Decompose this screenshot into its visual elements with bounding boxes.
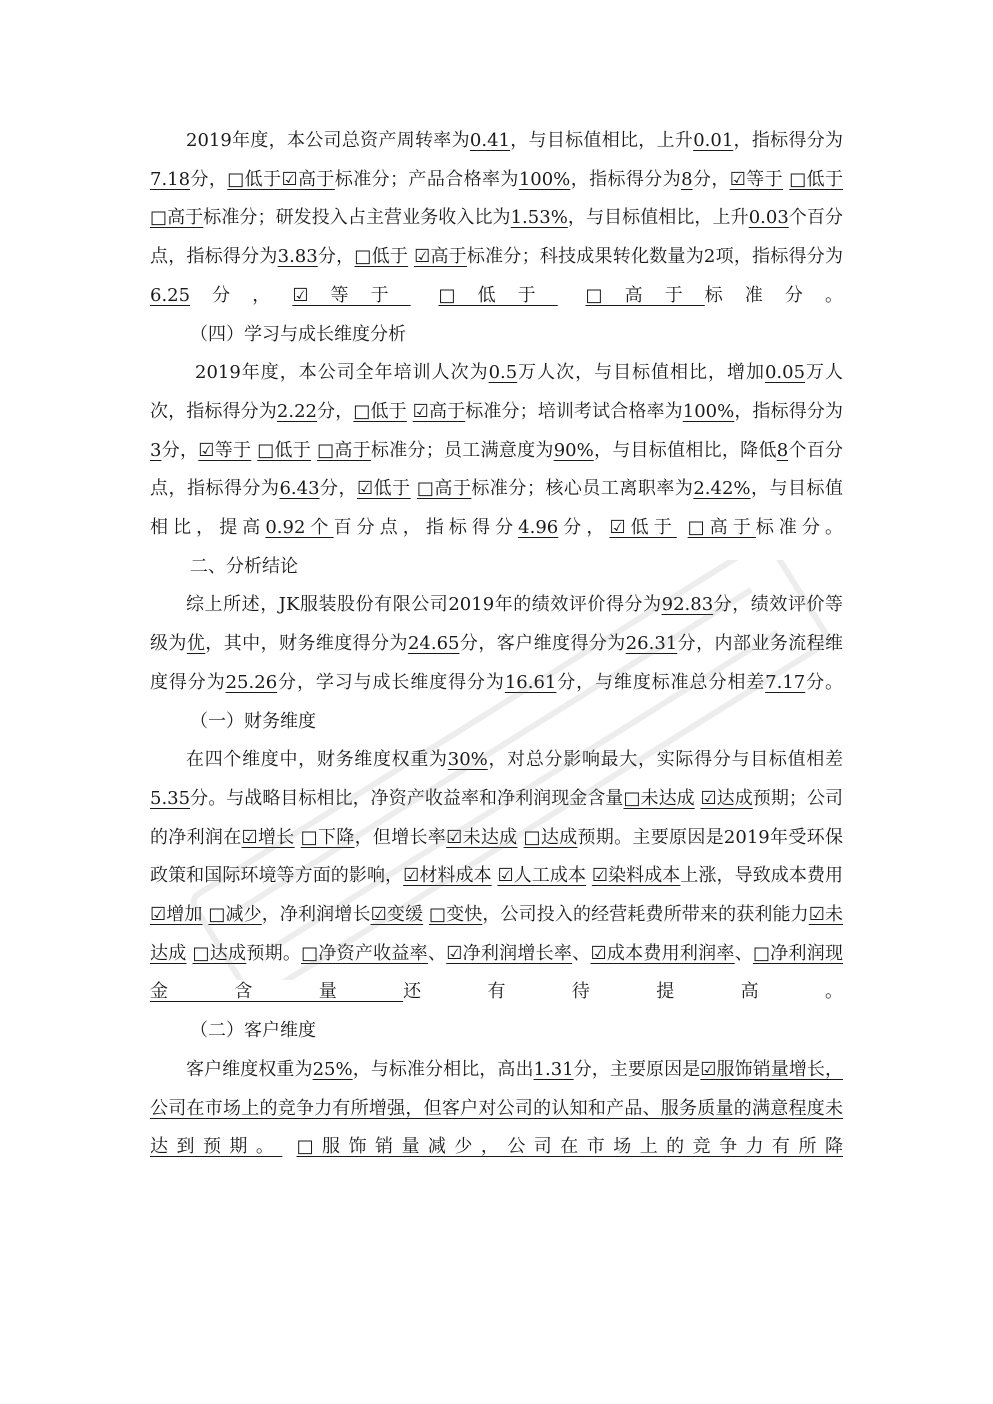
section-heading-learning-growth: （四）学习与成长维度分析	[190, 323, 406, 345]
paragraph-internal-process: 2019年度，本公司总资产周转率为0.41，与目标值相比，上升0.01，指标得分为7.18分，□低于☑高于标准分；产品合格率为100%，指标得分为8分，☑等于 □低于 □高于标准分；研发投入占主营业务收入比为1.53%，与目标值相比，上升0.03个百分点，指标得分为3.83分，□低于 ☑高于标准分；科技成果转化数量为2项，指标得分为6.25分，☑等于 □低于 □高于标准分。	[150, 130, 844, 306]
document-body	[150, 122, 843, 1167]
paragraph-financial: 在四个维度中，财务维度权重为30%，对总分影响最大，实际得分与目标值相差5.35分。与战略目标相比，净资产收益率和净利润现金含量□未达成 ☑达成预期；公司的净利润在☑增长 □下降，但增长率☑未达成 □达成预期。主要原因是2019年受环保政策和国际环境等方面的影响，☑材料成本 ☑人工成本 ☑染料成本上涨，导致成本费用☑增加 □减少，净利润增长☑变缓 □变快，公司投入的经营耗费所带来的获利能力☑未达成 □达成预期。□净资产收益率、☑净利润增长率、☑成本费用利润率、□净利润现金含量还有待提高。	[150, 749, 844, 1003]
section-heading-financial: （一）财务维度	[190, 710, 316, 732]
paragraph-learning-growth: 2019年度，本公司全年培训人次为0.5万人次，与目标值相比，增加0.05万人次，指标得分为2.22分，□低于 ☑高于标准分；培训考试合格率为100%，指标得分为3分，☑等于 □低于 □高于标准分；员工满意度为90%，与目标值相比，降低8个百分点，指标得分为6.43分，☑低于 □高于标准分；核心员工离职率为2.42%，与目标值相比，提高0.92个百分点，指标得分4.96分，☑低于 □高于标准分。	[150, 362, 844, 539]
paragraph-customer: 客户维度权重为25%，与标准分相比，高出1.31分，主要原因是☑服饰销量增长，公司在市场上的竞争力有所增强，但客户对公司的认知和产品、服务质量的满意程度未达到预期。 □服饰销量减少，公司在市场上的竞争力有所降	[150, 1058, 844, 1158]
section-heading-customer: （二）客户维度	[190, 1020, 316, 1042]
paragraph-conclusion: 综上所述，JK服装股份有限公司2019年的绩效评价得分为92.83分，绩效评价等级为优，其中，财务维度得分为24.65分，客户维度得分为26.31分，内部业务流程维度得分为25.26分，学习与成长维度得分为16.61分，与维度标准总分相差7.17分。	[150, 594, 844, 693]
section-heading-conclusion: 二、分析结论	[190, 555, 298, 577]
